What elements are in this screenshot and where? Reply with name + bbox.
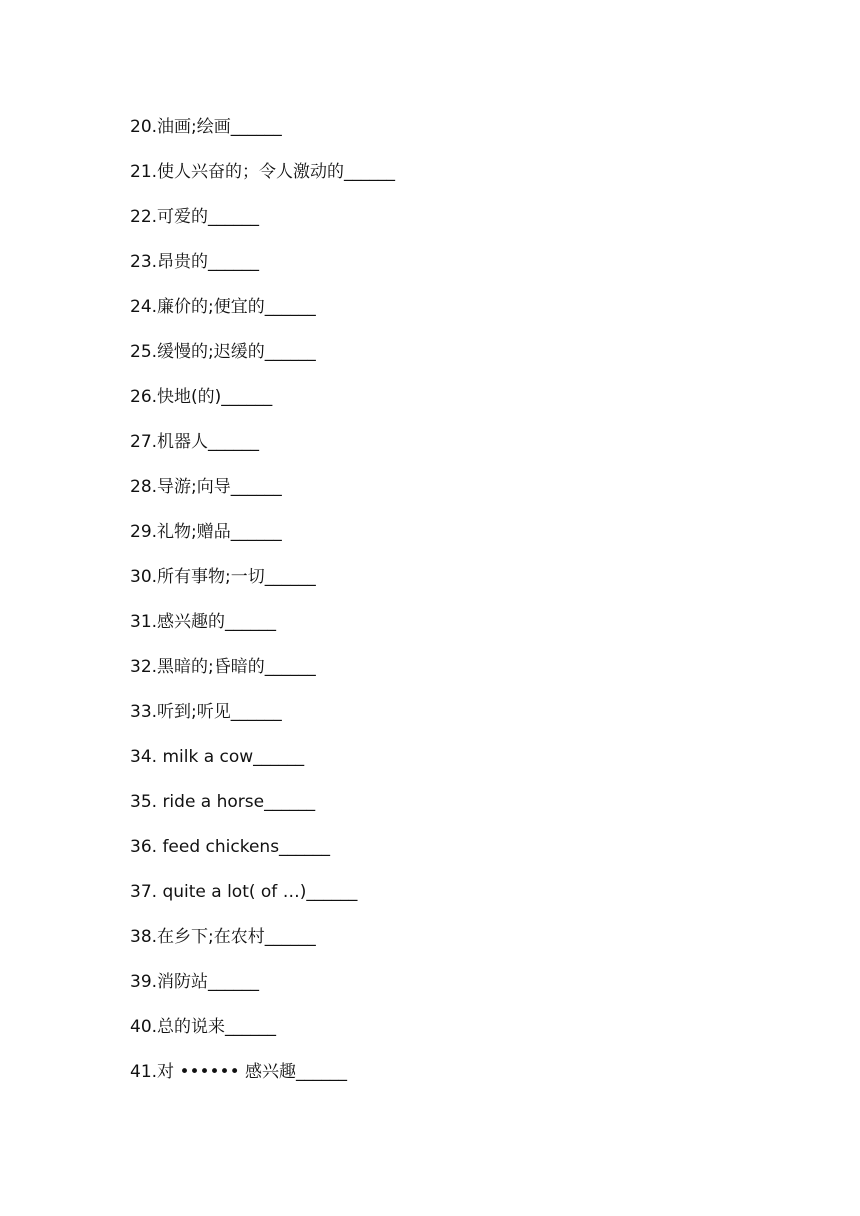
list-item: 31.感兴趣的______ <box>130 612 277 632</box>
list-item: 22.可爱的______ <box>130 207 260 227</box>
list-item: 30.所有事物;一切______ <box>130 567 316 587</box>
list-item: 39.消防站______ <box>130 972 260 992</box>
list-item: 23.昂贵的______ <box>130 252 260 272</box>
list-item: 26.快地(的)______ <box>130 387 273 407</box>
list-item: 32.黑暗的;昏暗的______ <box>130 657 316 677</box>
list-item: 37. quite a lot( of …)______ <box>130 882 358 902</box>
list-item: 36. feed chickens______ <box>130 837 331 857</box>
list-item: 34. milk a cow______ <box>130 747 305 767</box>
list-item: 33.听到;听见______ <box>130 702 282 722</box>
list-item: 29.礼物;赠品______ <box>130 522 282 542</box>
list-item: 25.缓慢的;迟缓的______ <box>130 342 316 362</box>
list-item: 24.廉价的;便宜的______ <box>130 297 316 317</box>
list-item: 20.油画;绘画______ <box>130 117 282 137</box>
list-item: 40.总的说来______ <box>130 1017 277 1037</box>
list-item: 21.使人兴奋的；令人激动的______ <box>130 162 396 182</box>
list-item: 27.机器人______ <box>130 432 260 452</box>
list-item: 28.导游;向导______ <box>130 477 282 497</box>
list-item: 35. ride a horse______ <box>130 792 316 812</box>
list-item: 41.对 •••••• 感兴趣______ <box>130 1062 348 1082</box>
list-item: 38.在乡下;在农村______ <box>130 927 316 947</box>
vocabulary-list <box>130 113 395 1103</box>
